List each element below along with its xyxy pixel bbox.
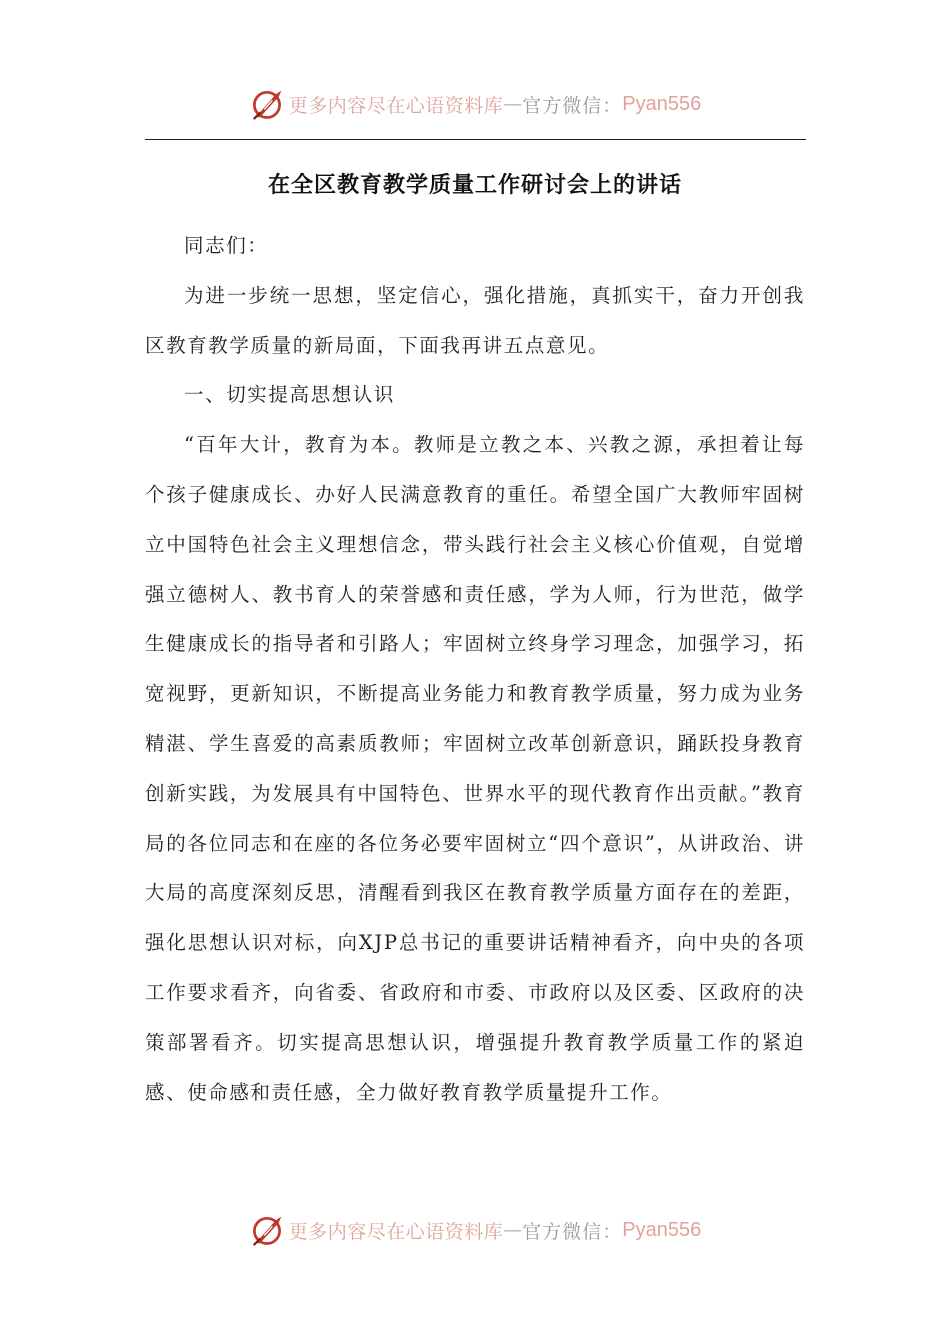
watermark-dash: — <box>503 93 523 115</box>
document-body <box>145 221 805 1117</box>
watermark-text: 更多内容尽在心语资料库 <box>288 1220 504 1243</box>
watermark-wechat-label: 官方微信： <box>522 1220 623 1243</box>
watermark-text: 更多内容尽在心语资料库 <box>288 94 504 117</box>
section-heading: 一、切实提高思想认识 <box>184 383 396 407</box>
document-title: 在全区教育教学质量工作研讨会上的讲话 <box>267 173 682 198</box>
header-watermark <box>249 86 702 122</box>
salutation-paragraph: 同志们： <box>184 234 269 257</box>
header-divider <box>145 139 806 140</box>
quill-logo-icon <box>249 1212 285 1248</box>
watermark-wechat-label: 官方微信： <box>522 94 623 117</box>
intro-paragraph: 为进一步统一思想，坚定信心，强化措施，真抓实干，奋力开创我区教育教学质量的新局面，下面我再讲五点意见。 <box>145 283 805 357</box>
body-paragraph: “百年大计，教育为本。教师是立教之本、兴教之源，承担着让每个孩子健康成长、办好人民满意教育的重任。希望全国广大教师牢固树立中国特色社会主义理想信念，带头践行社会主义核心价值观，自觉增强立德树人、教书育人的荣誉感和责任感，学为人师，行为世范，做学生健康成长的指导者和引路人；牢固树立终身学习理念，加强学习，拓宽视野，更新知识，不断提高业务能力和教育教学质量，努力成为业务精湛、学生喜爱的高素质教师；牢固树立改革创新意识，踊跃投身教育创新实践，为发展具有中国特色、世界水平的现代教育作出贡献。”教育局的各位同志和在座的各位务必要牢固树立“四个意识”，从讲政治、讲大局的高度深刻反思，清醒看到我区在教育教学质量方面存在的差距，强化思想认识对标，向XJP总书记的重要讲话精神看齐，向中央的各项工作要求看齐，向省委、省政府和市委、市政府以及区委、区政府的决策部署看齐。切实提高思想认识，增强提升教育教学质量工作的紧迫感、使命感和责任感，全力做好教育教学质量提升工作。 <box>145 433 805 1104</box>
page-footer <box>0 1208 950 1252</box>
footer-watermark <box>249 1212 702 1248</box>
watermark-dash: — <box>503 1219 523 1241</box>
watermark-wechat-id: Pyan556 <box>622 92 702 115</box>
quill-logo-icon <box>249 86 285 122</box>
page-header <box>0 82 950 126</box>
watermark-wechat-id: Pyan556 <box>622 1218 702 1241</box>
